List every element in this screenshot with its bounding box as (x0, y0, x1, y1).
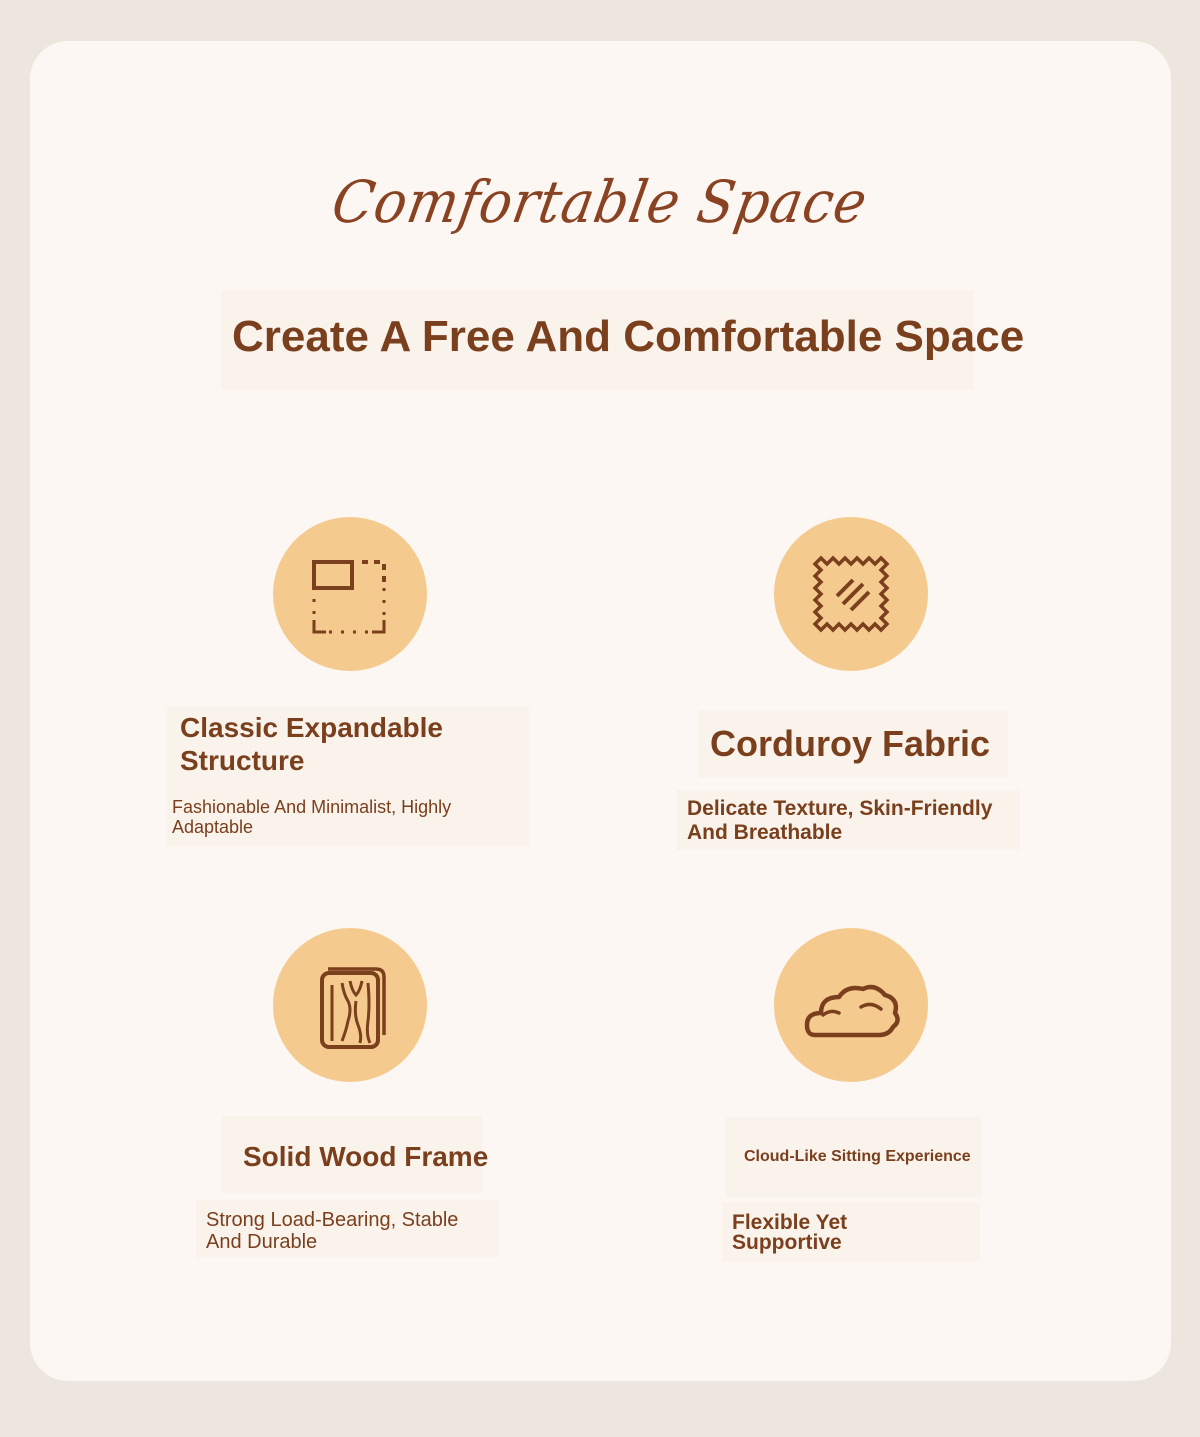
cloud-icon (801, 955, 901, 1055)
fabric-swatch-icon (801, 544, 901, 644)
feature-title-line: Structure (180, 745, 305, 776)
feature-title-cloud: Cloud-Like Sitting Experience (744, 1148, 971, 1165)
feature-desc-line: Supportive (732, 1231, 842, 1254)
feature-desc-line: Fashionable And Minimalist, Highly (172, 797, 452, 817)
feature-title-wood: Solid Wood Frame (243, 1141, 489, 1172)
feature-desc-line: Delicate Texture, Skin-Friendly (687, 797, 993, 820)
feature-title-fabric: Corduroy Fabric (710, 723, 991, 764)
script-title: Comfortable Space (327, 168, 873, 236)
feature-title-expand (180, 711, 443, 777)
feature-icon-circle-expand (273, 517, 427, 671)
feature-title-line: Classic Expandable (180, 712, 444, 743)
feature-desc-wood (206, 1209, 458, 1253)
feature-desc-line: And Breathable (687, 821, 843, 844)
feature-desc-line: And Durable (206, 1231, 318, 1253)
expand-frame-icon (300, 544, 400, 644)
feature-desc-fabric (687, 797, 992, 845)
main-heading: Create A Free And Comfortable Space (232, 312, 1025, 361)
feature-desc-line: Adaptable (172, 817, 254, 837)
feature-icon-circle-wood (273, 928, 427, 1082)
feature-icon-circle-fabric (774, 517, 928, 671)
feature-desc-expand (172, 797, 451, 837)
wood-grain-icon (300, 955, 400, 1055)
feature-desc-cloud (732, 1213, 847, 1253)
feature-desc-line: Flexible Yet (732, 1211, 848, 1234)
feature-icon-circle-cloud (774, 928, 928, 1082)
feature-desc-line: Strong Load-Bearing, Stable (206, 1209, 459, 1231)
